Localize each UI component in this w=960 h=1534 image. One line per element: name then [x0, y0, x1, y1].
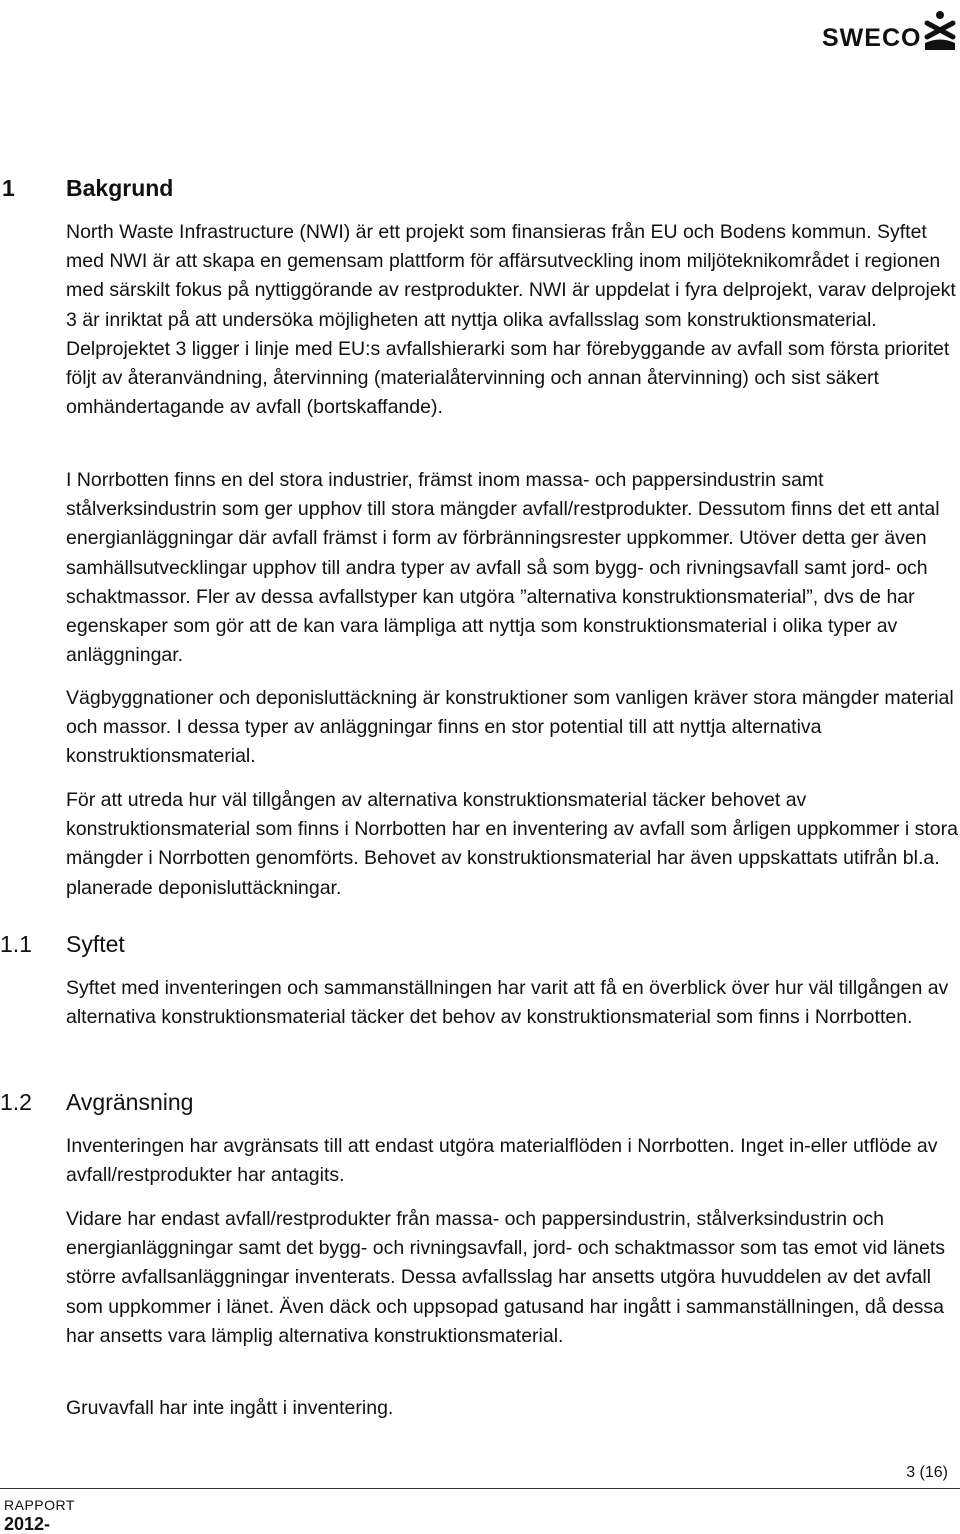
section-title: Syftet — [66, 931, 125, 957]
logo-text: SWECO — [822, 24, 922, 52]
section-number: 1.1 — [0, 931, 32, 957]
paragraph: Gruvavfall har inte ingått i inventering. — [66, 1397, 394, 1419]
paragraph: Vägbyggnationer och deponisluttäckning är konstruktioner som vanligen kräver stora mängder material och massor. I dessa typer av anläggningar finns en stor potential till att nyttja alternativa konstruktionsmaterial. — [66, 687, 954, 768]
sweco-logo — [822, 10, 957, 52]
section-title: Avgränsning — [66, 1089, 194, 1115]
sweco-symbol-icon — [923, 10, 957, 52]
footer-divider — [0, 1488, 960, 1489]
paragraph: Syftet med inventeringen och sammanställningen har varit att få en överblick över hur väl tillgången av alternativa konstruktionsmaterial täcker det behov av konstruktionsmaterial som finns i Norrbotten. — [66, 977, 949, 1029]
page-number: 3 (16) — [906, 1464, 948, 1481]
footer-date: 2012- — [4, 1514, 51, 1534]
paragraph: Inventeringen har avgränsats till att endast utgöra materialflöden i Norrbotten. Inget in-eller utflöde av avfall/restprodukter har antagits. — [66, 1135, 938, 1187]
paragraph: Vidare har endast avfall/restprodukter från massa- och pappersindustrin, stålverksindustrin och energianläggningar samt det bygg- och rivningsavfall, jord- och schaktmassor som tas emot vid länets större avfallsanläggningar inventerats. Dessa avfallsslag har ansetts utgöra huvuddelen av det avfall som uppkommer i länet. Även däck och uppsopad gatusand har ingått i sammanställningen, då dessa har ansetts vara lämplig alternativa konstruktionsmaterial. — [66, 1208, 946, 1347]
section-number: 1.2 — [0, 1089, 32, 1115]
footer-report-label: RAPPORT — [4, 1497, 75, 1513]
section-title: Bakgrund — [66, 175, 174, 201]
paragraph: North Waste Infrastructure (NWI) är ett projekt som finansieras från EU och Bodens kommun. Syftet med NWI är att skapa en gemensam plattform för affärsutveckling inom miljöteknikområdet i regionen med särskilt fokus på nyttiggörande av restprodukter. NWI är uppdelat i fyra delprojekt, varav delprojekt 3 är inriktat på att undersöka möjligheten att nyttja olika avfallsslag som konstruktionsmaterial. Delprojektet 3 ligger i linje med EU:s avfallshierarki som har förebyggande av avfall som första prioritet följt av återanvändning, återvinning (materialåtervinning och annan återvinning) och sist säkert omhändertagande av avfall (bortskaffande). — [66, 221, 956, 419]
section-number: 1 — [2, 175, 15, 201]
paragraph: I Norrbotten finns en del stora industrier, främst inom massa- och pappersindustrin samt stålverksindustrin som ger upphov till stora mängder avfall/restprodukter. Dessutom finns det ett antal energianläggningar där avfall främst i form av förbränningsrester uppkommer. Utöver detta ger även samhällsutvecklingar upphov till andra typer av avfall så som bygg- och rivningsavfall samt jord- och schaktmassor. Fler av dessa avfallstyper kan utgöra ”alternativa konstruktionsmaterial”, dvs de har egenskaper som gör att de kan vara lämpliga att nyttja som konstruktionsmaterial i olika typer av anläggningar. — [66, 469, 940, 667]
paragraph: För att utreda hur väl tillgången av alternativa konstruktionsmaterial täcker behovet av konstruktionsmaterial som finns i Norrbotten har en inventering av avfall som årligen uppkommer i stora mängder i Norrbotten genomförts. Behovet av konstruktionsmaterial har även uppskattats utifrån bl.a. planerade deponisluttäckningar. — [66, 789, 958, 899]
